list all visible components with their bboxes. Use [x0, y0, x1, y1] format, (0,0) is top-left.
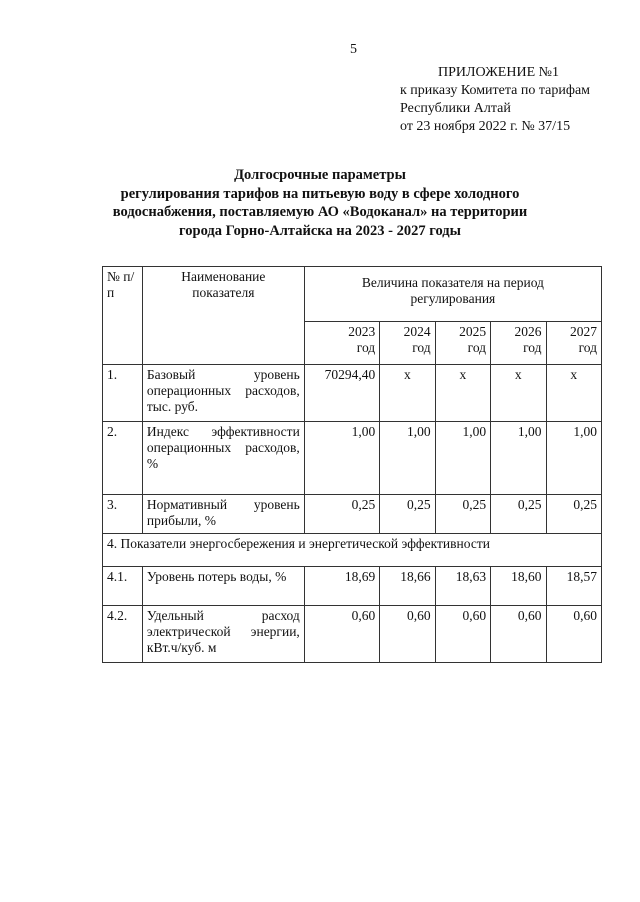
row-num: 3. — [103, 495, 143, 534]
row-value: 18,63 — [435, 567, 490, 606]
row-value: 1,00 — [546, 422, 602, 495]
row-value: 0,25 — [546, 495, 602, 534]
page-number: 5 — [350, 42, 357, 57]
row-name: Удельный расход электрической энергии, кВт.ч/куб. м — [142, 606, 304, 663]
title-line-2: регулирования тарифов на питьевую воду в сфере холодного — [120, 185, 520, 202]
year-cell — [435, 322, 490, 365]
header-name — [142, 267, 304, 365]
row-value: 0,60 — [491, 606, 546, 663]
year-suffix: год — [412, 340, 431, 355]
row-name: Уровень потерь воды, % — [142, 567, 304, 606]
row-value: х — [435, 365, 490, 422]
row-num: 2. — [103, 422, 143, 495]
table-row — [103, 567, 602, 606]
year-suffix: год — [578, 340, 597, 355]
parameters-table — [102, 266, 602, 663]
table-header-row — [103, 267, 602, 322]
year-label: 2024 — [403, 324, 431, 339]
title-line-1: Долгосрочные параметры — [234, 167, 406, 183]
title-line-3: водоснабжения, поставляемую АО «Водоканал» на территории — [112, 204, 528, 220]
section-label: 4. Показатели энергосбережения и энергетической эффективности — [103, 534, 602, 567]
table-row — [103, 606, 602, 663]
year-label: 2026 — [514, 324, 542, 339]
year-label: 2025 — [459, 324, 487, 339]
row-value: 1,00 — [380, 422, 435, 495]
row-value: х — [546, 365, 602, 422]
row-value: 70294,40 — [304, 365, 379, 422]
table-row — [103, 365, 602, 422]
table-row — [103, 422, 602, 495]
row-name: Базовый уровень операционных расходов, тыс. руб. — [142, 365, 304, 422]
row-num: 1. — [103, 365, 143, 422]
year-suffix: год — [467, 340, 487, 355]
row-num: 4.2. — [103, 606, 143, 663]
row-value: 0,60 — [546, 606, 602, 663]
row-value: 0,60 — [435, 606, 490, 663]
appendix-line-2: Республики Алтай — [400, 101, 511, 116]
row-value: 18,69 — [304, 567, 379, 606]
appendix-line-1: к приказу Комитета по тарифам — [400, 83, 591, 98]
row-value: 0,60 — [304, 606, 379, 663]
row-value: 1,00 — [435, 422, 490, 495]
header-value — [304, 267, 601, 322]
year-label: 2023 — [348, 324, 376, 339]
row-value: 0,60 — [380, 606, 435, 663]
row-value: 0,25 — [304, 495, 379, 534]
row-value: 0,25 — [380, 495, 435, 534]
document-title — [40, 166, 600, 240]
row-value: 1,00 — [304, 422, 379, 495]
row-value: 0,25 — [491, 495, 546, 534]
row-value: 18,66 — [380, 567, 435, 606]
row-value: х — [380, 365, 435, 422]
row-name: Индекс эффективности операционных расходов, % — [142, 422, 304, 495]
header-name-line-2: показателя — [192, 285, 255, 300]
row-value: 18,57 — [546, 567, 602, 606]
row-value: х — [491, 365, 546, 422]
row-value: 0,25 — [435, 495, 490, 534]
appendix-line-3: от 23 ноября 2022 г. № 37/15 — [400, 119, 571, 134]
appendix-block — [400, 64, 590, 136]
year-suffix: год — [356, 340, 376, 355]
row-value: 18,60 — [491, 567, 546, 606]
title-line-4: города Горно-Алтайска на 2023 - 2027 годы — [179, 222, 461, 239]
header-num: № п/п — [103, 267, 143, 365]
table-row — [103, 495, 602, 534]
year-suffix: год — [523, 340, 542, 355]
header-name-line-1: Наименование — [181, 269, 266, 284]
appendix-title: ПРИЛОЖЕНИЕ №1 — [438, 65, 559, 80]
year-cell — [304, 322, 379, 365]
header-value-line-2: регулирования — [410, 291, 496, 306]
year-cell — [546, 322, 602, 365]
row-num: 4.1. — [103, 567, 143, 606]
year-cell — [380, 322, 435, 365]
row-name: Нормативный уровень прибыли, % — [142, 495, 304, 534]
header-value-line-1: Величина показателя на период — [361, 275, 544, 290]
year-cell — [491, 322, 546, 365]
row-value: 1,00 — [491, 422, 546, 495]
section-row — [103, 534, 602, 567]
year-label: 2027 — [570, 324, 597, 339]
